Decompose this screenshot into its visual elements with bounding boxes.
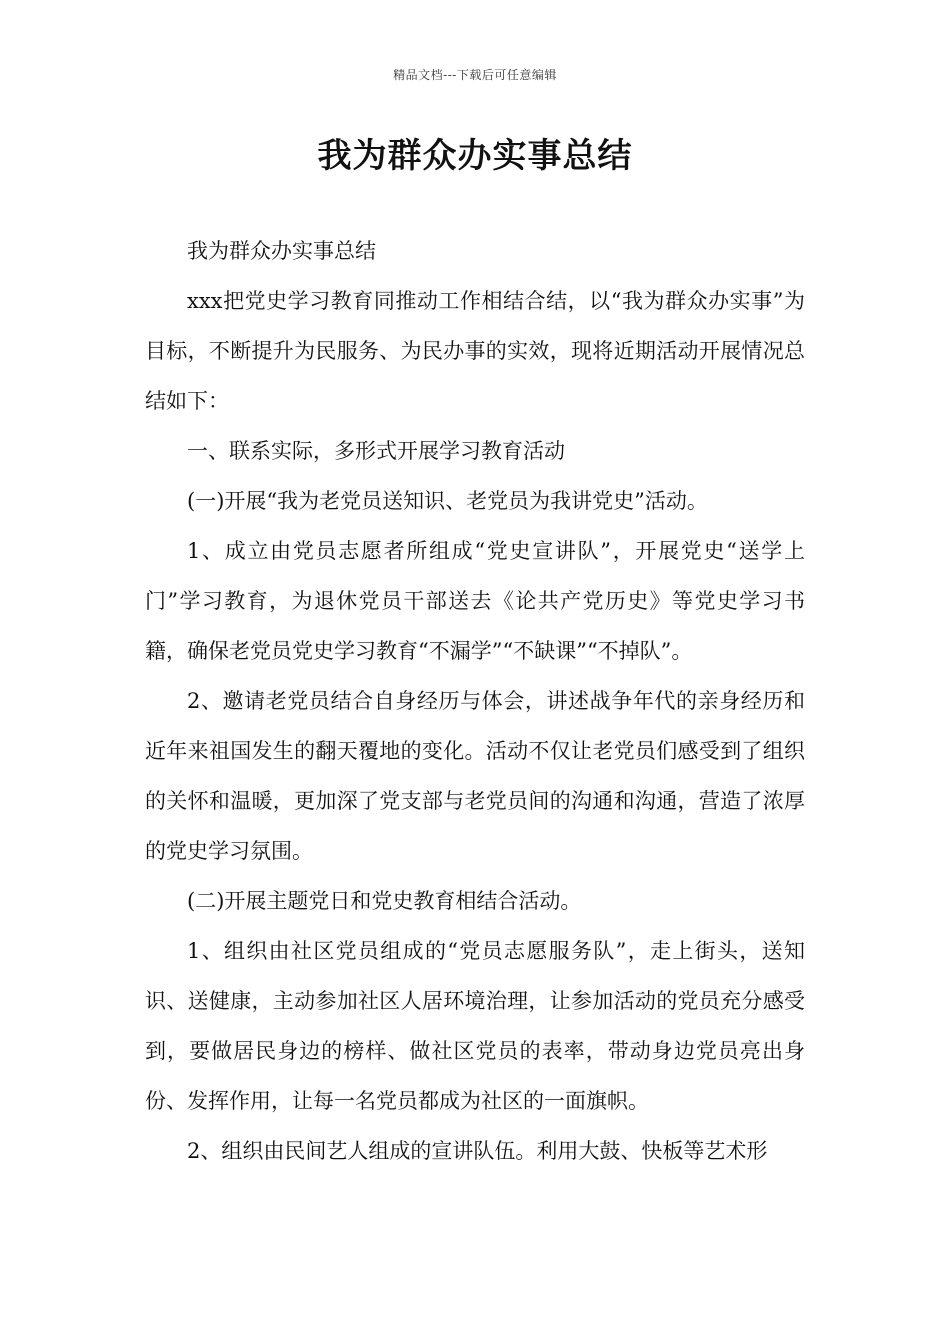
paragraph: 2、组织由民间艺人组成的宣讲队伍。利用大鼓、快板等艺术形: [187, 1139, 768, 1163]
paragraph: (二)开展主题党日和党史教育相结合活动。: [187, 889, 582, 913]
paragraph: (一)开展“我为老党员送知识、老党员为我讲党史”活动。: [187, 489, 708, 513]
document-title: 我为群众办实事总结: [317, 136, 633, 176]
paragraph: 1、成立由党员志愿者所组成“党史宣讲队”，开展党史“送学上门”学习教育，为退休党员干部送去《论共产党历史》等党史学习书籍，确保老党员党史学习教育“不漏学”“不缺课”“不掉队”。: [145, 539, 805, 663]
paragraph: 1、组织由社区党员组成的“党员志愿服务队”，走上街头，送知识、送健康，主动参加社区人居环境治理，让参加活动的党员充分感受到，要做居民身边的榜样、做社区党员的表率，带动身边党员亮出身份、发挥作用，让每一名党员都成为社区的一面旗帜。: [145, 939, 805, 1113]
header-note: 精品文档---下载后可任意编辑: [393, 68, 557, 82]
paragraph: 一、联系实际，多形式开展学习教育活动: [187, 439, 565, 463]
paragraph: 我为群众办实事总结: [187, 239, 376, 263]
paragraph: 2、邀请老党员结合自身经历与体会，讲述战争年代的亲身经历和近年来祖国发生的翻天覆地的变化。活动不仅让老党员们感受到了组织的关怀和温暖，更加深了党支部与老党员间的沟通和沟通，营造了浓厚的党史学习氛围。: [145, 689, 805, 863]
document-body: [145, 226, 805, 1176]
paragraph: xxx把党史学习教育同推动工作相结合结，以“我为群众办实事”为目标，不断提升为民服务、为民办事的实效，现将近期活动开展情况总结如下：: [145, 289, 805, 413]
